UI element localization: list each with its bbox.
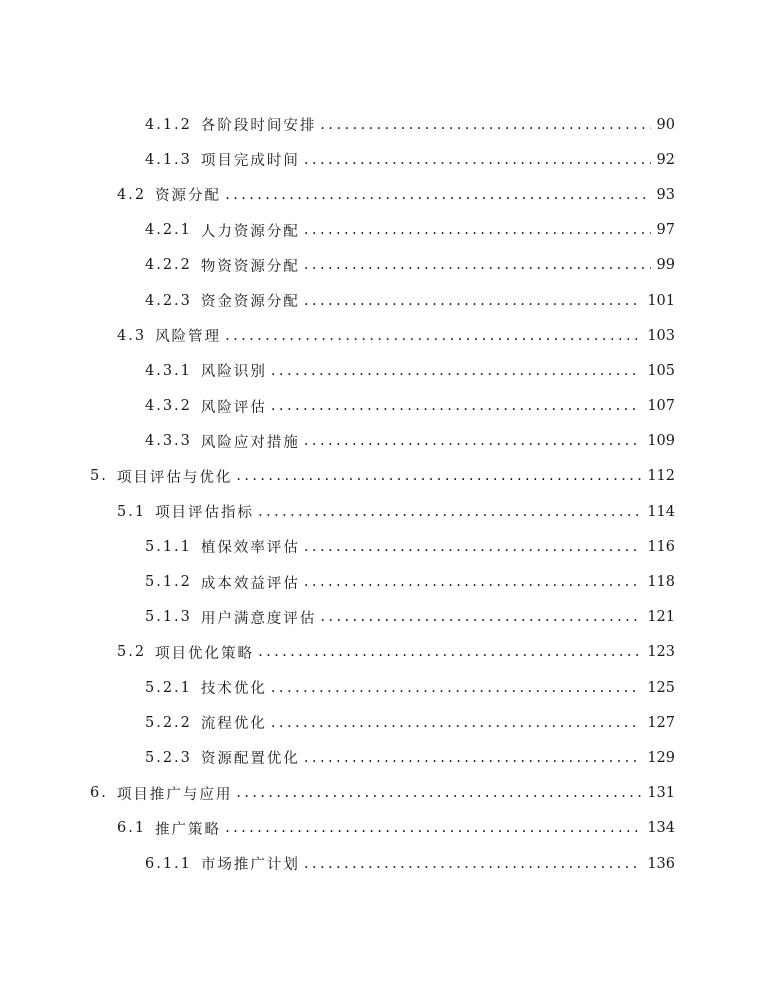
toc-entry-title: 用户满意度评估	[200, 610, 317, 627]
toc-entry-title: 风险应对措施	[200, 434, 300, 451]
toc-entry[interactable]	[0, 529, 765, 564]
toc-entry-title: 人力资源分配	[200, 223, 300, 240]
dot-leader	[271, 680, 641, 696]
toc-entry-page-number: 136	[647, 855, 675, 872]
toc-entry-title: 各阶段时间安排	[200, 118, 317, 135]
toc-entry-page-number: 118	[647, 574, 675, 591]
toc-entry-page-number: 99	[656, 257, 675, 274]
dot-leader	[304, 257, 651, 273]
toc-entry-title: 项目推广与应用	[116, 786, 233, 803]
toc-entry[interactable]	[0, 740, 765, 775]
toc-entry-page-number: 93	[656, 186, 675, 203]
toc-entry-page-number: 123	[647, 644, 675, 661]
toc-entry-number: 4.1.3	[145, 151, 192, 168]
toc-entry-title: 风险识别	[200, 364, 267, 381]
dot-leader	[320, 117, 650, 133]
toc-entry-title: 项目评估与优化	[116, 469, 233, 486]
toc-entry-number: 5.2.2	[145, 714, 192, 731]
toc-entry-title: 植保效率评估	[200, 540, 300, 557]
toc-entry-page-number: 107	[647, 398, 675, 415]
toc-entry[interactable]	[0, 389, 765, 424]
toc-entry-page-number: 97	[656, 222, 675, 239]
toc-entry-number: 4.2.3	[145, 292, 192, 309]
toc-entry-title: 风险管理	[155, 329, 222, 346]
dot-leader	[225, 820, 641, 836]
toc-entry-number: 4.2	[117, 186, 147, 203]
toc-entry-number: 4.1.2	[145, 116, 192, 133]
dot-leader	[258, 644, 641, 660]
toc-entry-title: 资源配置优化	[200, 751, 300, 768]
toc-entry-title: 成本效益评估	[200, 575, 300, 592]
toc-entry-page-number: 125	[647, 679, 675, 696]
dot-leader	[236, 468, 641, 484]
toc-entry[interactable]	[0, 283, 765, 318]
dot-leader	[304, 750, 641, 766]
toc-entry-page-number: 103	[647, 327, 675, 344]
toc-entry[interactable]	[0, 318, 765, 353]
toc-entry[interactable]	[0, 213, 765, 248]
toc-entry[interactable]	[0, 107, 765, 142]
toc-entry[interactable]	[0, 353, 765, 388]
dot-leader	[225, 187, 650, 203]
toc-entry[interactable]	[0, 459, 765, 494]
toc-entry-title: 项目完成时间	[200, 153, 300, 170]
toc-entry[interactable]	[0, 424, 765, 459]
dot-leader	[304, 574, 641, 590]
toc-entry-title: 项目优化策略	[155, 645, 255, 662]
dot-leader	[304, 433, 641, 449]
dot-leader	[271, 363, 641, 379]
toc-entry[interactable]	[0, 635, 765, 670]
toc-entry-page-number: 127	[647, 714, 675, 731]
dot-leader	[258, 504, 641, 520]
toc-entry[interactable]	[0, 142, 765, 177]
toc-entry-title: 推广策略	[155, 821, 222, 838]
dot-leader	[271, 715, 641, 731]
toc-entry-number: 5.2.3	[145, 749, 192, 766]
toc-entry-page-number: 134	[647, 820, 675, 837]
toc-entry-page-number: 121	[647, 609, 675, 626]
toc-entry-number: 5.2.1	[145, 679, 192, 696]
toc-entry-number: 5.1	[117, 503, 147, 520]
dot-leader	[304, 222, 651, 238]
toc-entry[interactable]	[0, 811, 765, 846]
toc-entry-page-number: 109	[647, 433, 675, 450]
toc-entry[interactable]	[0, 494, 765, 529]
toc-entry-title: 市场推广计划	[200, 857, 300, 874]
toc-entry-page-number: 90	[656, 116, 675, 133]
toc-entry-number: 6.1	[117, 820, 147, 837]
dot-leader	[320, 609, 641, 625]
toc-entry-page-number: 105	[647, 362, 675, 379]
toc-entry[interactable]	[0, 670, 765, 705]
toc-entry-number: 4.2.2	[145, 257, 192, 274]
toc-entry-page-number: 129	[647, 749, 675, 766]
toc-entry-number: 5.1.2	[145, 574, 192, 591]
toc-entry-page-number: 112	[647, 468, 675, 485]
toc-entry-number: 4.3.3	[145, 433, 192, 450]
dot-leader	[304, 539, 641, 555]
dot-leader	[304, 856, 641, 872]
toc-entry-title: 物资资源分配	[200, 258, 300, 275]
toc-entry-number: 4.3	[117, 327, 147, 344]
toc-entry-number: 5.1.3	[145, 609, 192, 626]
dot-leader	[304, 293, 641, 309]
toc-entry-page-number: 92	[656, 151, 675, 168]
toc-entry-page-number: 101	[647, 292, 675, 309]
toc-entry[interactable]	[0, 177, 765, 212]
toc-entry-number: 4.3.2	[145, 398, 192, 415]
toc-entry[interactable]	[0, 705, 765, 740]
toc-entry-page-number: 116	[647, 538, 675, 555]
dot-leader	[304, 152, 651, 168]
toc-entry[interactable]	[0, 776, 765, 811]
toc-entry-title: 风险评估	[200, 399, 267, 416]
toc-entry-number: 5.2	[117, 644, 147, 661]
toc-entry-title: 技术优化	[200, 681, 267, 698]
toc-entry[interactable]	[0, 600, 765, 635]
toc-entry-number: 4.3.1	[145, 362, 192, 379]
toc-entry-page-number: 114	[647, 503, 675, 520]
toc-entry-number: 6.	[90, 785, 108, 802]
toc-entry-title: 流程优化	[200, 716, 267, 733]
toc-entry-page-number: 131	[647, 785, 675, 802]
toc-entry[interactable]	[0, 248, 765, 283]
toc-entry-title: 资源分配	[155, 188, 222, 205]
table-of-contents	[0, 107, 765, 881]
toc-entry-title: 资金资源分配	[200, 294, 300, 311]
toc-entry[interactable]	[0, 846, 765, 881]
dot-leader	[236, 785, 641, 801]
toc-entry-number: 4.2.1	[145, 222, 192, 239]
dot-leader	[271, 398, 641, 414]
toc-entry-number: 5.	[90, 468, 108, 485]
dot-leader	[225, 328, 641, 344]
toc-entry-number: 6.1.1	[145, 855, 192, 872]
toc-entry-title: 项目评估指标	[155, 505, 255, 522]
toc-entry-number: 5.1.1	[145, 538, 192, 555]
toc-entry[interactable]	[0, 564, 765, 599]
